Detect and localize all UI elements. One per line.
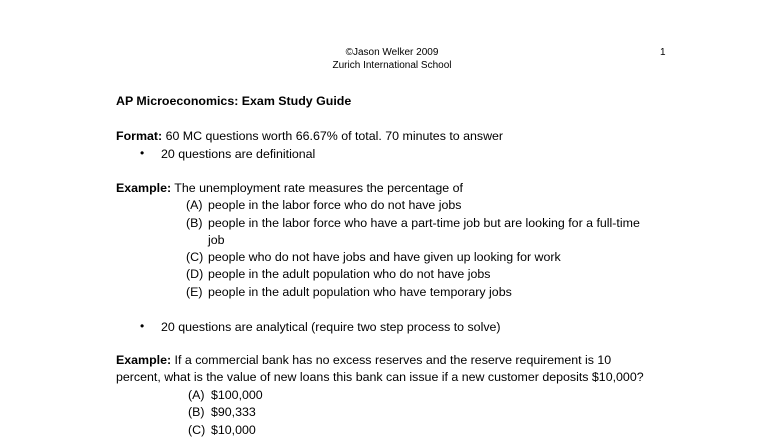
format-text: 60 MC questions worth 66.67% of total. 70 minutes to answer [162,129,504,143]
option-text: $10,000 [211,423,256,437]
option-text: people in the labor force who have a part-time job but are looking for a full-time [208,216,640,230]
option-letter: (B) [186,216,203,230]
bullet-analytical: 20 questions are analytical (require two step process to solve) [161,320,501,334]
example2-text-line2: percent, what is the value of new loans this bank can issue if a new customer deposits $10,000? [116,370,644,384]
example1-text: The unemployment rate measures the percentage of [171,181,463,195]
option-letter: (C) [188,423,206,437]
example1-label: Example: [116,181,172,195]
option-text: $100,000 [211,388,263,402]
example2-text-line1: If a commercial bank has no excess reserves and the reserve requirement is 10 [171,353,612,367]
bullet-icon: • [140,146,145,160]
page-title: AP Microeconomics: Exam Study Guide [116,94,352,108]
bullet-icon: • [140,319,145,333]
option-text: people in the labor force who do not have jobs [208,198,462,212]
option-text: people in the adult population who have temporary jobs [208,285,512,299]
option-text-continued: job [208,233,225,247]
option-letter: (E) [186,285,203,299]
option-text: $90,333 [211,405,256,419]
format-line [116,128,503,144]
format-label: Format: [116,129,163,143]
header-school: Zurich International School [332,60,452,71]
option-text: people who do not have jobs and have given up looking for work [208,250,561,264]
page-number: 1 [660,47,666,58]
option-letter: (C) [186,250,204,264]
example2-question [116,352,611,368]
option-letter: (A) [186,198,203,212]
option-letter: (B) [188,405,205,419]
example1-question [116,180,463,196]
example2-label: Example: [116,353,172,367]
option-text: people in the adult population who do not have jobs [208,267,491,281]
header-copyright: ©Jason Welker 2009 [345,47,439,58]
option-letter: (A) [188,388,205,402]
option-letter: (D) [186,267,204,281]
bullet-definitional: 20 questions are definitional [161,147,316,161]
